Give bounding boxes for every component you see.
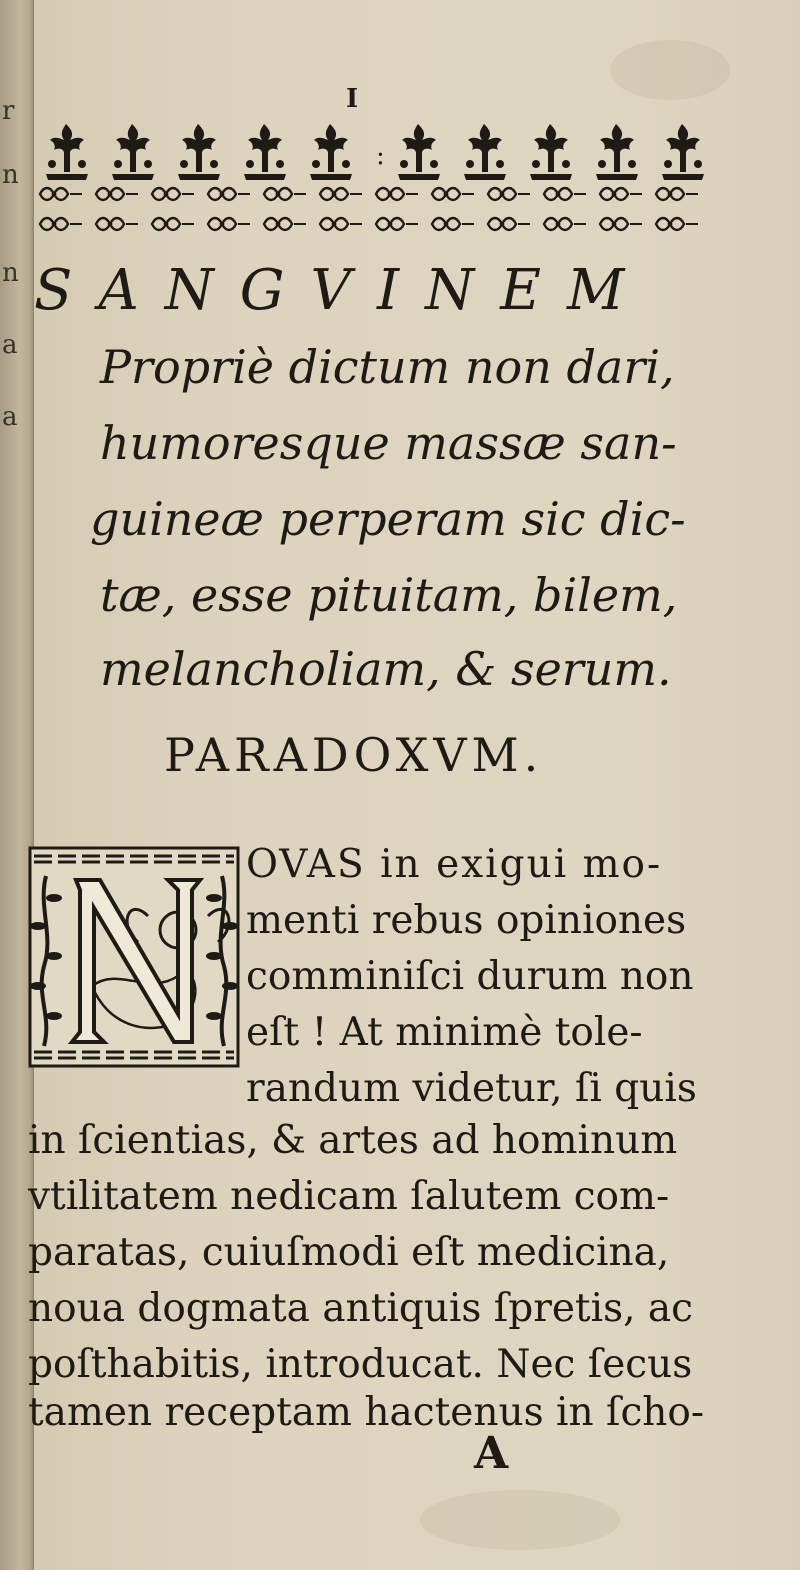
drop-cap-letter: N: [28, 846, 29, 847]
subtitle-line: guineæ perperam sic dic-: [90, 492, 686, 546]
gutter-letter: a: [2, 330, 18, 360]
gutter-letter: r: [2, 96, 15, 126]
page-number: I: [346, 84, 359, 114]
svg-text::: :: [376, 141, 385, 171]
body-line: randum videtur, ſi quis: [246, 1066, 697, 1111]
subtitle-line: Propriè dictum non dari,: [100, 340, 675, 394]
subtitle-line: tæ, esse pituitam, bilem,: [100, 568, 678, 622]
title: SANGVINEM: [34, 258, 651, 323]
body-line: vtilitatem nedicam ſalutem com-: [28, 1174, 670, 1219]
body-line: paratas, cuiuſmodi eſt medicina,: [28, 1230, 670, 1275]
body-line: eſt ! At minimè tole-: [246, 1010, 643, 1055]
paper-stain: [420, 1490, 620, 1550]
fleuron-ornament-band: [38, 112, 718, 242]
section-heading: PARADOXVM.: [164, 728, 544, 782]
fleuron-row: [46, 124, 704, 180]
paper-stain: [610, 40, 730, 100]
body-line: comminiſci durum non: [246, 954, 694, 999]
signature-mark: A: [474, 1428, 509, 1479]
gutter-letter: a: [2, 402, 18, 432]
adjacent-page-edge: [0, 0, 34, 1570]
body-line: tamen receptam hactenus in ſcho-: [28, 1390, 705, 1435]
body-line: noua dogmata antiquis ſpretis, ac: [28, 1286, 693, 1331]
subtitle-line: humoresque massæ san-: [100, 416, 677, 470]
body-line: OVAS in exigui mo-: [246, 842, 663, 887]
gutter-letter: n: [2, 258, 19, 288]
gutter-letter: n: [2, 160, 19, 190]
knotwork-row-1: [40, 188, 698, 200]
subtitle-line: melancholiam, & serum.: [100, 642, 672, 696]
knotwork-row-2: [40, 218, 698, 230]
decorated-initial-n: [28, 846, 240, 1068]
body-line: menti rebus opiniones: [246, 898, 687, 943]
body-line: in ſcientias, & artes ad hominum: [28, 1118, 678, 1163]
body-line: poſthabitis, introducat. Nec ſecus: [28, 1342, 693, 1387]
